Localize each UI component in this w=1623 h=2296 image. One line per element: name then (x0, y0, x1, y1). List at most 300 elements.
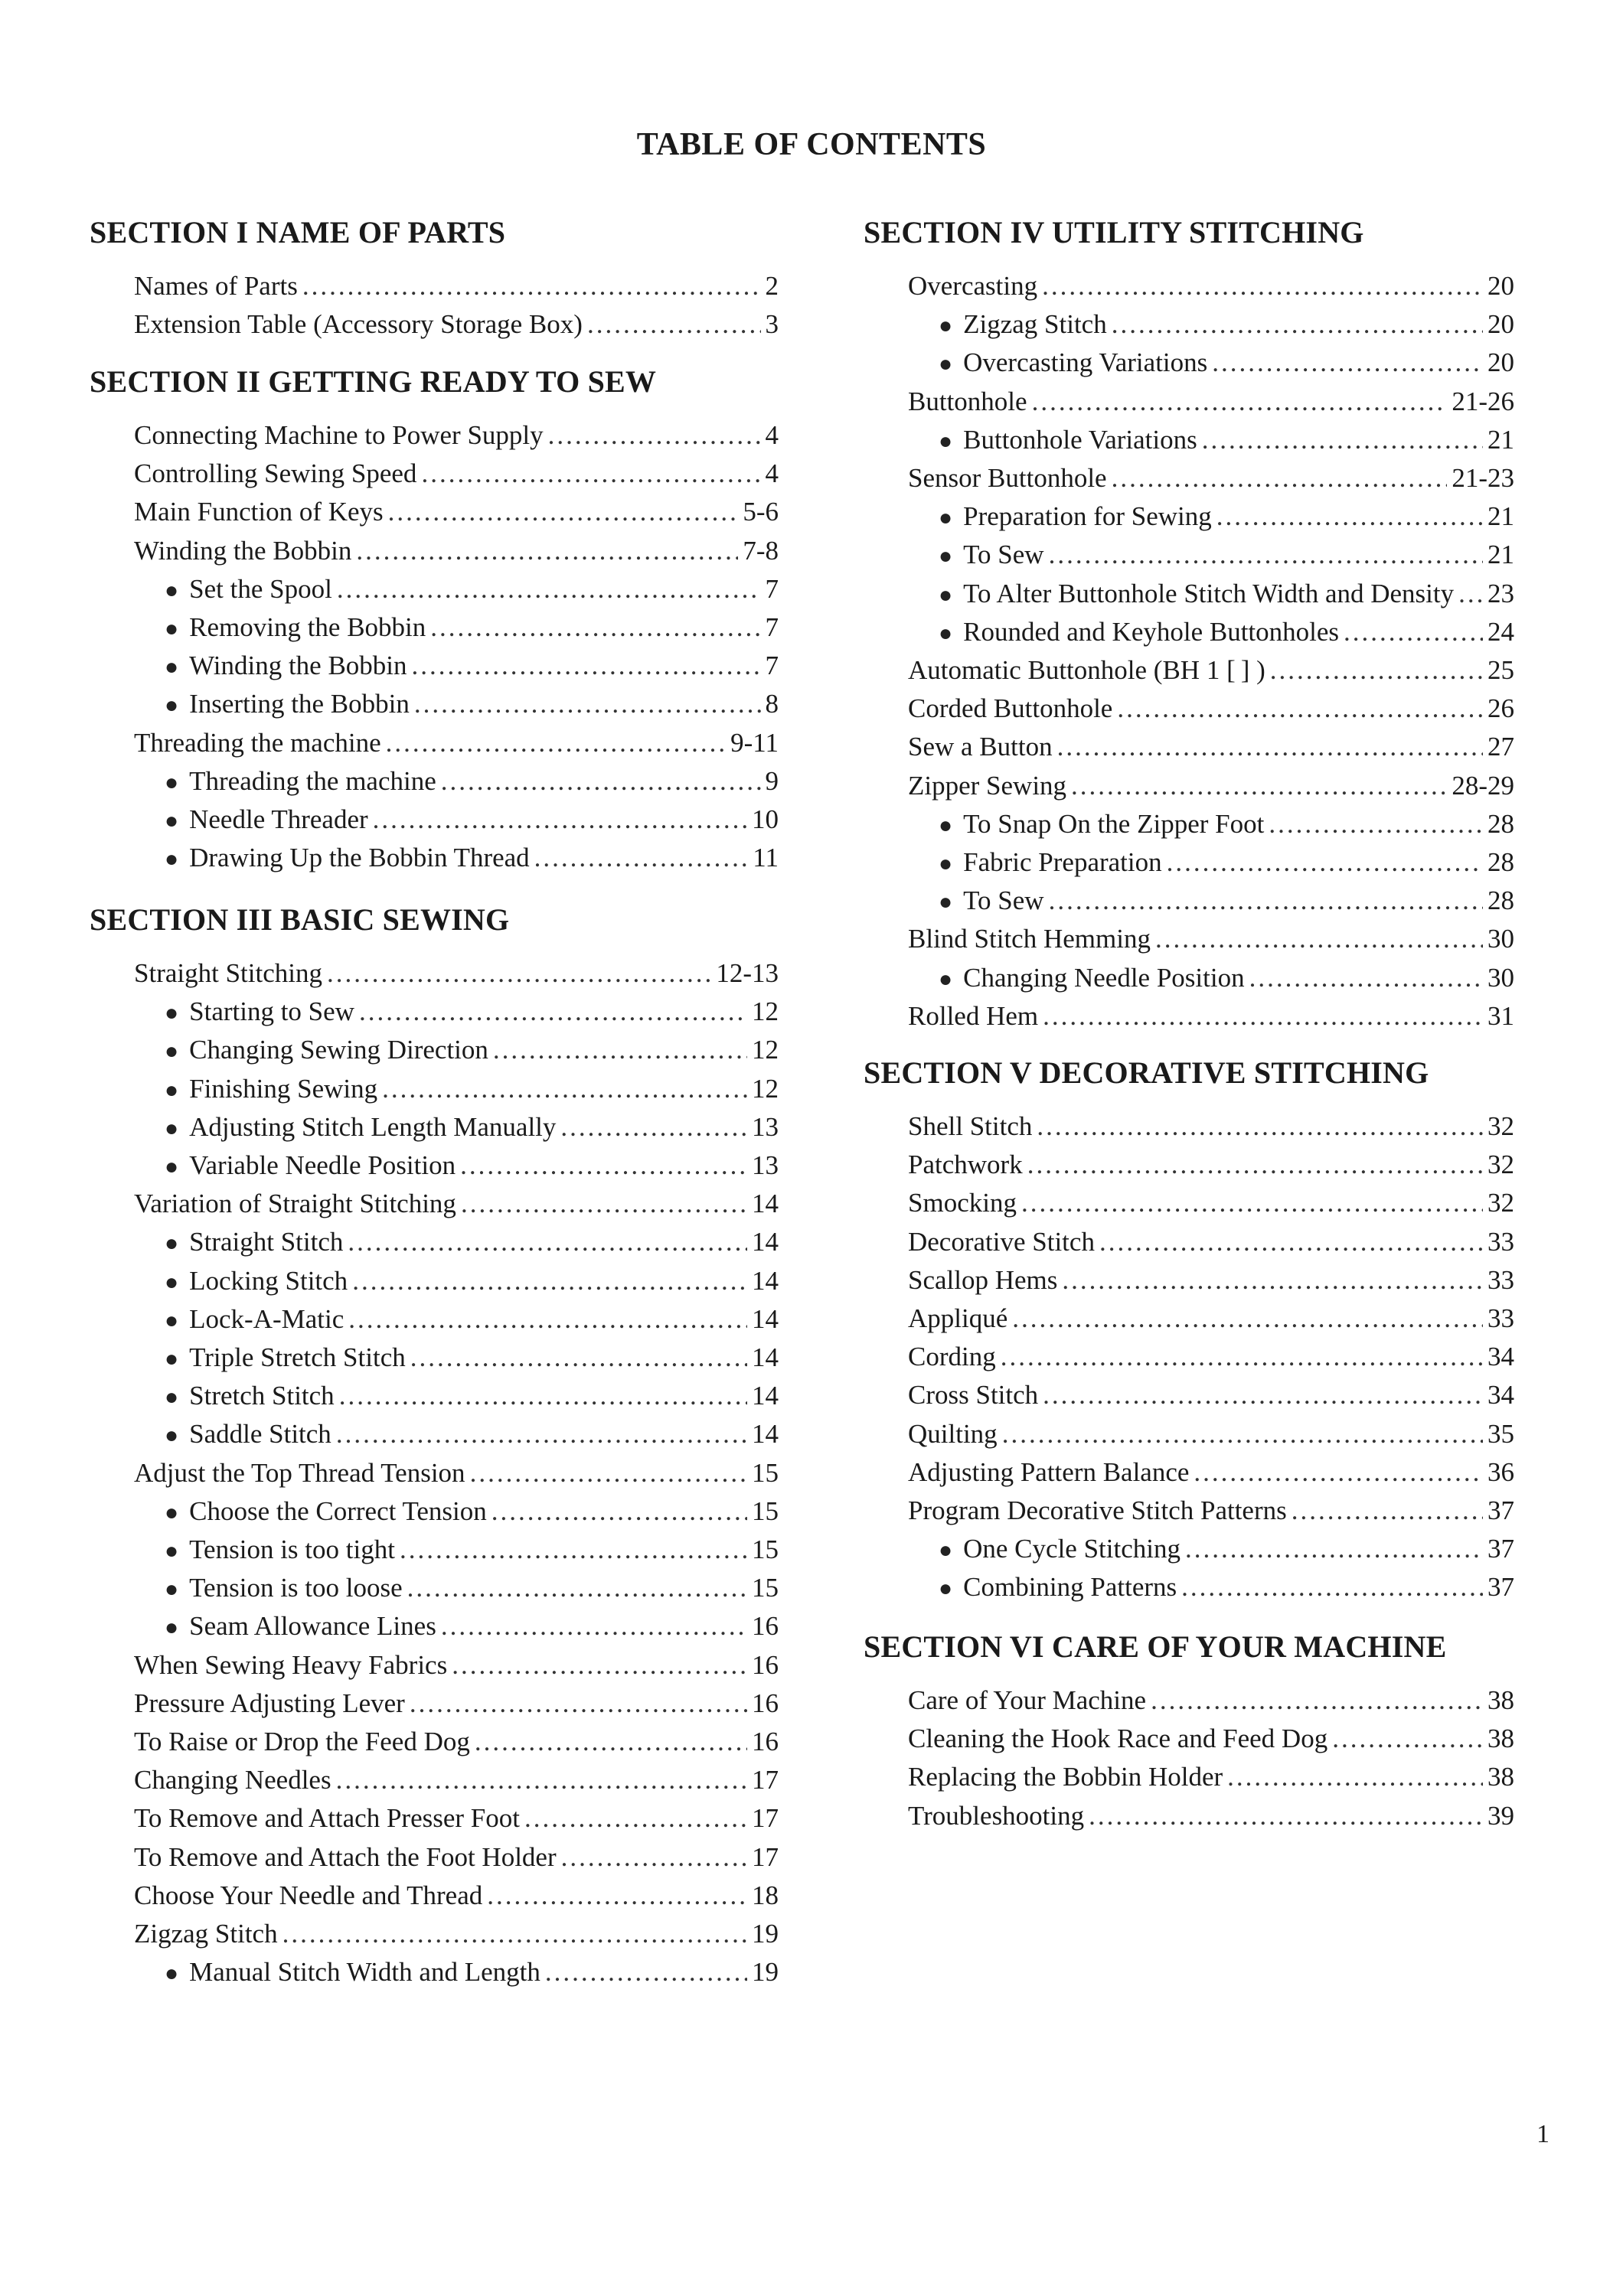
entry-page: 17 (752, 1765, 779, 1795)
entry-text: Needle Threader (189, 804, 368, 834)
entry-page: 20 (1487, 271, 1514, 301)
entry-page: 7 (765, 612, 779, 642)
entry-page: 16 (752, 1688, 779, 1718)
entry-label (908, 1417, 998, 1451)
dot-leader (491, 1495, 747, 1528)
toc-subentry (165, 1303, 779, 1338)
entry-label (165, 611, 426, 646)
toc-entry (908, 385, 1514, 419)
toc-entry (134, 1879, 779, 1913)
entry-page: 32 (1487, 1111, 1514, 1141)
dot-leader (1021, 1186, 1483, 1220)
section-heading: SECTION I NAME OF PARTS (90, 215, 506, 249)
dot-leader (336, 1763, 747, 1797)
toc-subentry (165, 803, 779, 838)
entry-label (908, 1225, 1095, 1259)
entry-page: 21-23 (1452, 463, 1514, 493)
bullet-icon: ● (165, 1538, 179, 1564)
toc-subentry (939, 1570, 1514, 1606)
entry-text: Smocking (908, 1188, 1017, 1218)
toc-entry (908, 769, 1514, 803)
entry-page: 35 (1487, 1418, 1514, 1449)
entry-label (165, 1225, 343, 1261)
section-heading: SECTION V DECORATIVE STITCHING (864, 1055, 1429, 1090)
entry-page: 15 (752, 1573, 779, 1603)
toc-subentry (165, 1955, 779, 1991)
entry-label (165, 1571, 403, 1606)
toc-entry (908, 1225, 1514, 1259)
bullet-icon: ● (939, 620, 953, 646)
entry-page: 4 (765, 420, 779, 450)
entry-label (165, 995, 354, 1030)
dot-leader (327, 957, 711, 990)
entry-text: Fabric Preparation (963, 847, 1162, 877)
bullet-icon: ● (939, 812, 953, 838)
dot-leader (1155, 922, 1483, 956)
entry-label (165, 1110, 556, 1146)
toc-entry (134, 1187, 779, 1221)
dot-leader (1167, 846, 1483, 879)
entry-label (908, 1340, 996, 1374)
section-heading: SECTION IV UTILITY STITCHING (864, 215, 1364, 249)
toc-subentry (939, 1532, 1514, 1567)
toc-entry (908, 269, 1514, 303)
entry-text: To Sew (963, 885, 1044, 916)
dot-leader (1292, 1494, 1483, 1528)
dot-leader (441, 1609, 747, 1643)
dot-leader (407, 1571, 747, 1605)
entry-text: Straight Stitching (134, 958, 322, 988)
entry-label (908, 1302, 1007, 1336)
dot-leader (348, 1225, 747, 1259)
entry-label (939, 615, 1339, 651)
entry-text: Adjusting Stitch Length Manually (189, 1111, 557, 1142)
toc-subentry (939, 423, 1514, 458)
entry-label (134, 1917, 278, 1951)
toc-entry (134, 1841, 779, 1874)
entry-page: 32 (1487, 1150, 1514, 1180)
toc-entry (134, 419, 779, 452)
entry-text: To Remove and Attach Presser Foot (134, 1803, 520, 1834)
entry-label (908, 730, 1053, 764)
entry-page: 21 (1487, 540, 1514, 570)
toc-subentry (939, 961, 1514, 996)
toc-subentry (165, 572, 779, 608)
entry-page: 39 (1487, 1800, 1514, 1831)
toc-entry (134, 1725, 779, 1759)
entry-text: Triple Stretch Stitch (189, 1342, 406, 1372)
toc-entry (908, 1378, 1514, 1412)
dot-leader (461, 1187, 747, 1221)
bullet-icon: ● (165, 1961, 179, 1987)
toc-subentry (939, 577, 1514, 612)
entry-page: 21 (1487, 424, 1514, 455)
entry-page: 31 (1487, 1000, 1514, 1031)
dot-leader (1194, 1456, 1483, 1489)
entry-label (134, 495, 384, 529)
entry-page: 14 (752, 1265, 779, 1296)
entry-page: 21-26 (1452, 386, 1514, 416)
dot-leader (1216, 500, 1483, 533)
entry-label (908, 1494, 1287, 1528)
entry-text: Zigzag Stitch (134, 1919, 278, 1949)
entry-text: Manual Stitch Width and Length (189, 1957, 540, 1988)
entry-text: Names of Parts (134, 271, 298, 301)
entry-label (939, 961, 1245, 996)
toc-subentry (165, 995, 779, 1030)
entry-text: Quilting (908, 1418, 998, 1449)
dot-leader (1001, 1340, 1483, 1374)
entry-page: 17 (752, 1803, 779, 1834)
entry-page: 24 (1487, 616, 1514, 647)
bullet-icon: ● (165, 1039, 179, 1065)
bullet-icon: ● (165, 616, 179, 641)
toc-entry (908, 1000, 1514, 1033)
toc-entry (908, 1186, 1514, 1220)
dot-leader (359, 995, 747, 1029)
toc-entry (908, 1302, 1514, 1336)
dot-leader (382, 1072, 747, 1106)
entry-text: To Remove and Attach the Foot Holder (134, 1841, 557, 1872)
entry-page: 27 (1487, 732, 1514, 762)
bullet-icon: ● (165, 1154, 179, 1179)
entry-page: 26 (1487, 693, 1514, 724)
entry-text: Changing Needles (134, 1765, 331, 1795)
bullet-icon: ● (165, 654, 179, 680)
entry-text: Sensor Buttonhole (908, 463, 1107, 493)
entry-label (165, 803, 368, 838)
entry-page: 20 (1487, 309, 1514, 340)
entry-label (165, 1341, 406, 1376)
entry-page: 28 (1487, 808, 1514, 839)
entry-label (939, 423, 1197, 458)
entry-page: 16 (752, 1649, 779, 1680)
entry-label (134, 1763, 331, 1797)
dot-leader (460, 1149, 747, 1182)
toc-subentry (165, 1609, 779, 1645)
dot-leader (560, 1110, 747, 1144)
dot-leader (1112, 308, 1483, 341)
entry-text: Sew a Button (908, 732, 1053, 762)
toc-entry (134, 269, 779, 303)
bullet-icon: ● (165, 1269, 179, 1295)
dot-leader (587, 308, 761, 341)
entry-text: Inserting the Bobbin (189, 689, 410, 719)
entry-text: Finishing Sewing (189, 1073, 378, 1104)
entry-text: Overcasting (908, 271, 1038, 301)
bullet-icon: ● (165, 1077, 179, 1103)
toc-subentry (939, 308, 1514, 343)
toc-subentry (165, 1533, 779, 1568)
dot-leader (1099, 1225, 1483, 1259)
toc-subentry (939, 346, 1514, 381)
entry-label (908, 1148, 1023, 1182)
entry-label (908, 1378, 1038, 1412)
entry-label (165, 649, 407, 684)
bullet-icon: ● (939, 1576, 953, 1602)
toc-subentry (165, 1341, 779, 1376)
dot-leader (1042, 269, 1483, 303)
toc-entry (134, 726, 779, 760)
toc-entry (134, 495, 779, 529)
entry-label (134, 308, 583, 341)
entry-page: 38 (1487, 1762, 1514, 1792)
entry-label (165, 1955, 540, 1991)
entry-page: 5-6 (743, 497, 779, 527)
dot-leader (1037, 1110, 1483, 1143)
section-heading: SECTION VI CARE OF YOUR MACHINE (864, 1629, 1447, 1664)
toc-entry (908, 730, 1514, 764)
dot-leader (487, 1879, 747, 1913)
dot-leader (337, 572, 761, 606)
entry-page: 33 (1487, 1264, 1514, 1295)
entry-page: 13 (752, 1150, 779, 1180)
toc-entry (908, 654, 1514, 687)
bullet-icon: ● (939, 543, 953, 569)
dot-leader (388, 495, 739, 529)
entry-page: 38 (1487, 1724, 1514, 1754)
bullet-icon: ● (165, 1499, 179, 1525)
entry-label (908, 1760, 1223, 1794)
entry-page: 14 (752, 1419, 779, 1450)
entry-label (134, 1649, 447, 1682)
entry-text: Rounded and Keyhole Buttonholes (963, 616, 1340, 647)
entry-text: Scallop Hems (908, 1264, 1058, 1295)
entry-label (134, 1687, 405, 1720)
bullet-icon: ● (939, 889, 953, 915)
toc-entry (134, 1802, 779, 1835)
entry-page: 38 (1487, 1685, 1514, 1715)
entry-text: Appliqué (908, 1303, 1008, 1333)
dot-leader (1117, 692, 1483, 726)
entry-label (134, 419, 544, 452)
entry-page: 3 (765, 309, 779, 340)
entry-page: 12 (752, 996, 779, 1027)
bullet-icon: ● (939, 313, 953, 339)
entry-label (165, 1303, 344, 1338)
dot-leader (410, 1687, 747, 1720)
bullet-icon: ● (939, 428, 953, 454)
entry-label (165, 1417, 331, 1453)
bullet-icon: ● (165, 1615, 179, 1641)
dot-leader (545, 1955, 747, 1989)
dot-leader (1071, 769, 1447, 803)
entry-text: Locking Stitch (189, 1265, 348, 1296)
entry-page: 15 (752, 1534, 779, 1564)
entry-page: 34 (1487, 1380, 1514, 1411)
page-title: TABLE OF CONTENTS (636, 127, 987, 162)
dot-leader (1057, 730, 1483, 764)
toc-subentry (939, 538, 1514, 573)
entry-label (165, 1149, 456, 1184)
entry-label (165, 1533, 395, 1568)
toc-subentry (165, 1495, 779, 1530)
bullet-icon: ● (939, 351, 953, 377)
entry-label (134, 1841, 557, 1874)
entry-page: 13 (752, 1111, 779, 1142)
entry-text: Troubleshooting (908, 1800, 1085, 1831)
entry-label (134, 1879, 482, 1913)
dot-leader (339, 1379, 747, 1413)
dot-leader (1032, 385, 1448, 419)
entry-text: Corded Buttonhole (908, 693, 1113, 724)
dot-leader (410, 1341, 747, 1375)
entry-text: Threading the machine (189, 765, 436, 796)
entry-page: 28-29 (1452, 770, 1514, 801)
toc-subentry (165, 1072, 779, 1107)
toc-subentry (165, 1417, 779, 1453)
entry-text: Decorative Stitch (908, 1226, 1095, 1257)
entry-page: 16 (752, 1727, 779, 1756)
toc-entry (908, 1148, 1514, 1182)
toc-entry (908, 922, 1514, 956)
dot-leader (386, 726, 727, 760)
entry-page: 37 (1487, 1534, 1514, 1564)
entry-page: 37 (1487, 1495, 1514, 1525)
entry-label (165, 1033, 488, 1068)
entry-page: 14 (752, 1227, 779, 1257)
toc-entry (134, 1687, 779, 1720)
entry-text: Choose the Correct Tension (189, 1495, 487, 1526)
entry-page: 28 (1487, 885, 1514, 916)
dot-leader (548, 419, 761, 452)
toc-entry (908, 461, 1514, 495)
entry-text: Buttonhole (908, 386, 1027, 416)
entry-page: 11 (753, 843, 779, 873)
dot-leader (1049, 884, 1483, 918)
entry-text: Shell Stitch (908, 1111, 1033, 1141)
entry-text: Cross Stitch (908, 1380, 1039, 1411)
toc-subentry (939, 615, 1514, 651)
entry-text: To Alter Buttonhole Stitch Width and Density (963, 578, 1455, 608)
entry-page: 15 (752, 1495, 779, 1526)
entry-label (134, 1456, 465, 1490)
entry-text: Rolled Hem (908, 1000, 1039, 1031)
entry-label (908, 1110, 1032, 1143)
entry-label (908, 1722, 1327, 1756)
toc-entry (908, 1456, 1514, 1489)
entry-text: Care of Your Machine (908, 1685, 1147, 1715)
entry-label (908, 269, 1037, 303)
toc-entry (908, 1110, 1514, 1143)
entry-label (134, 457, 416, 491)
toc-entry (134, 1917, 779, 1951)
toc-entry (908, 1494, 1514, 1528)
entry-page: 37 (1487, 1572, 1514, 1603)
entry-page: 9-11 (730, 727, 779, 758)
entry-text: Adjusting Pattern Balance (908, 1456, 1190, 1487)
entry-label (908, 1000, 1038, 1033)
entry-label (908, 1799, 1084, 1833)
entry-page: 19 (752, 1957, 779, 1988)
toc-entry (908, 1760, 1514, 1794)
bullet-icon: ● (939, 505, 953, 531)
entry-label (939, 500, 1212, 535)
section-heading: SECTION III BASIC SEWING (90, 902, 510, 937)
toc-entry (908, 1417, 1514, 1451)
entry-page: 17 (752, 1841, 779, 1872)
dot-leader (1269, 807, 1483, 841)
bullet-icon: ● (165, 1346, 179, 1371)
dot-leader (1043, 1378, 1483, 1412)
dot-leader (348, 1303, 747, 1336)
dot-leader (400, 1533, 747, 1567)
bullet-icon: ● (165, 1307, 179, 1333)
entry-label (908, 1186, 1017, 1220)
toc-subentry (165, 765, 779, 800)
toc-entry (134, 457, 779, 491)
entry-label (908, 1456, 1189, 1489)
entry-text: Cording (908, 1342, 996, 1372)
entry-text: To Raise or Drop the Feed Dog (134, 1727, 470, 1756)
entry-text: Stretch Stitch (189, 1381, 335, 1411)
entry-label (165, 1264, 348, 1300)
toc-entry (908, 1264, 1514, 1297)
dot-leader (1027, 1148, 1483, 1182)
dot-leader (1002, 1417, 1483, 1451)
dot-leader (421, 457, 760, 491)
entry-label (939, 577, 1454, 612)
toc-subentry (165, 1571, 779, 1606)
bullet-icon: ● (165, 1423, 179, 1449)
entry-page: 8 (765, 689, 779, 719)
entry-text: Starting to Sew (189, 996, 354, 1027)
entry-text: Tension is too tight (189, 1534, 395, 1564)
dot-leader (493, 1033, 747, 1067)
entry-text: Drawing Up the Bobbin Thread (189, 843, 530, 873)
bullet-icon: ● (939, 582, 953, 608)
entry-label (134, 726, 381, 760)
entry-label (908, 922, 1151, 956)
dot-leader (534, 841, 749, 875)
entry-text: Adjust the Top Thread Tension (134, 1457, 465, 1488)
bullet-icon: ● (939, 966, 953, 992)
page-number: 1 (1536, 2120, 1550, 2148)
bullet-icon: ● (939, 851, 953, 876)
entry-label (939, 346, 1207, 381)
entry-page: 7 (765, 651, 779, 681)
entry-page: 14 (752, 1381, 779, 1411)
entry-page: 30 (1487, 924, 1514, 954)
entry-label (165, 1609, 436, 1645)
entry-label (908, 654, 1265, 687)
entry-page: 33 (1487, 1226, 1514, 1257)
entry-page: 12-13 (716, 958, 779, 988)
toc-subentry (165, 1149, 779, 1184)
entry-page: 20 (1487, 347, 1514, 378)
entry-text: Straight Stitch (189, 1227, 344, 1257)
entry-page: 18 (752, 1880, 779, 1910)
dot-leader (352, 1264, 747, 1298)
entry-text: Pressure Adjusting Lever (134, 1688, 405, 1718)
dot-leader (470, 1456, 747, 1490)
entry-text: Combining Patterns (963, 1572, 1177, 1603)
dot-leader (1089, 1799, 1483, 1833)
entry-label (134, 1187, 456, 1221)
bullet-icon: ● (165, 1115, 179, 1141)
bullet-icon: ● (165, 693, 179, 719)
toc-entry (134, 534, 779, 568)
entry-text: Removing the Bobbin (189, 612, 426, 642)
entry-page: 14 (752, 1342, 779, 1372)
toc-subentry (939, 846, 1514, 881)
dot-leader (524, 1802, 747, 1835)
toc-subentry (165, 1033, 779, 1068)
toc-subentry (165, 1110, 779, 1146)
entry-text: Preparation for Sewing (963, 501, 1212, 532)
entry-label (908, 769, 1066, 803)
bullet-icon: ● (165, 1231, 179, 1257)
